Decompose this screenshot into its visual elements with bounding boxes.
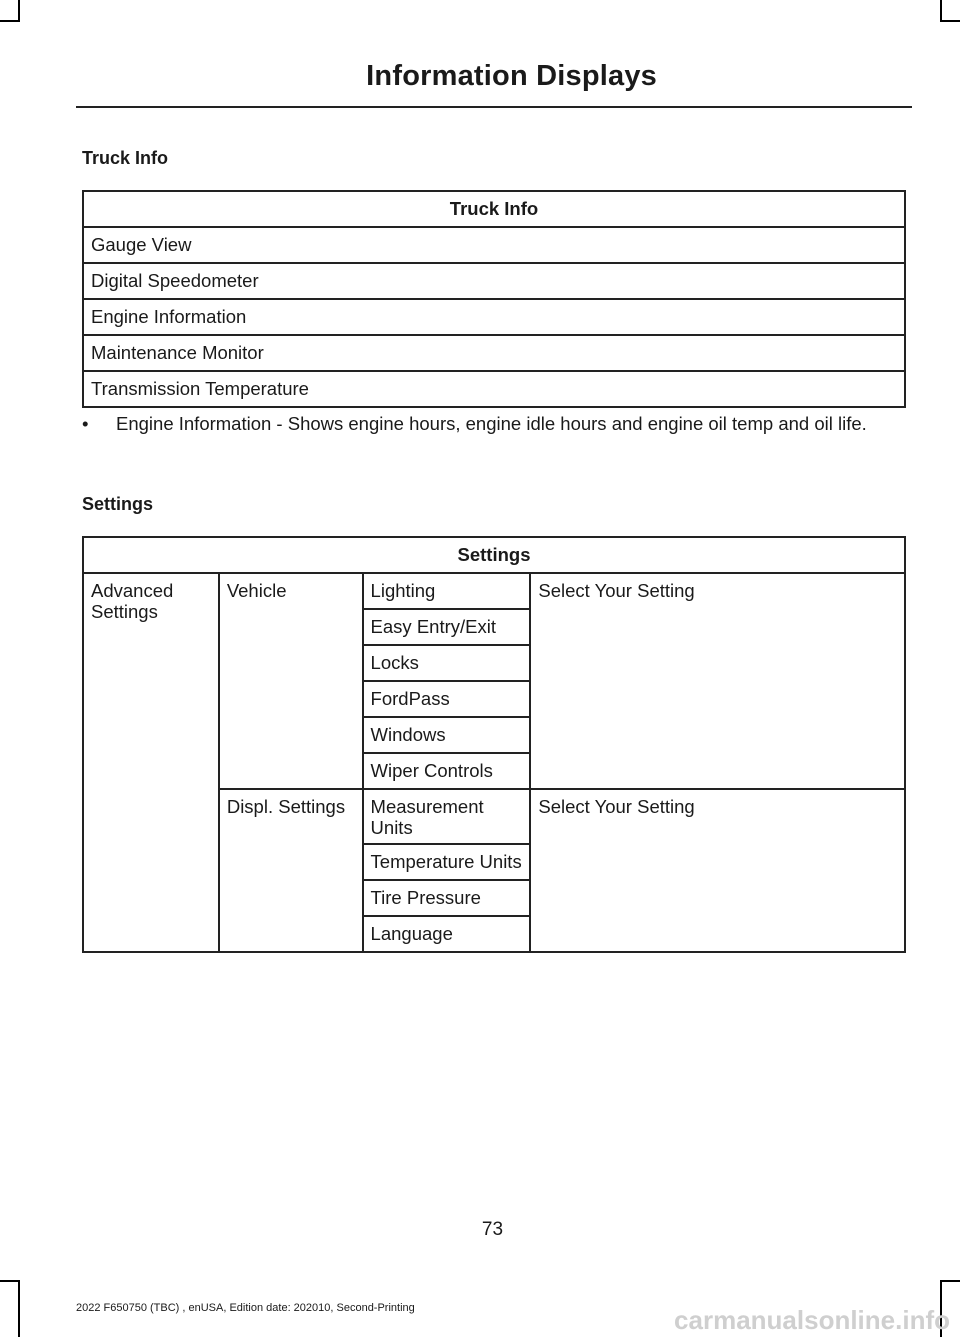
table-header: Truck Info (83, 191, 905, 227)
crop-mark (940, 0, 942, 22)
crop-mark (0, 1280, 20, 1282)
table-cell: Wiper Controls (363, 753, 531, 789)
bullet-mark: • (82, 413, 89, 434)
table-cell: Temperature Units (363, 844, 531, 880)
table-cell: Maintenance Monitor (83, 335, 905, 371)
table-cell: Gauge View (83, 227, 905, 263)
truck-info-heading: Truck Info (82, 148, 169, 168)
table-cell: Vehicle (219, 573, 363, 789)
page-number: 73 (481, 1219, 504, 1240)
table-cell: Measurement Units (363, 789, 531, 844)
table-header: Settings (83, 537, 905, 573)
crop-mark (0, 20, 20, 22)
page-title: Information Displays (366, 60, 657, 92)
truck-info-table (82, 190, 906, 408)
table-cell: Tire Pressure (363, 880, 531, 916)
table-cell: Language (363, 916, 531, 952)
table-cell: Locks (363, 645, 531, 681)
crop-mark (18, 1280, 20, 1337)
table-cell: Select Your Setting (530, 789, 905, 952)
edition-footer: 2022 F650750 (TBC) , enUSA, Edition date: 202010, Second-Printing (76, 1302, 415, 1314)
crop-mark (940, 20, 960, 22)
table-cell: Transmission Temperature (83, 371, 905, 407)
table-cell: Select Your Setting (530, 573, 905, 789)
settings-table (82, 536, 906, 953)
table-cell: Engine Information (83, 299, 905, 335)
table-cell: Digital Speedometer (83, 263, 905, 299)
watermark: carmanualsonline.info (674, 1305, 950, 1335)
table-cell: Windows (363, 717, 531, 753)
table-cell: Easy Entry/Exit (363, 609, 531, 645)
settings-heading: Settings (82, 494, 154, 514)
bullet-text: Engine Information - Shows engine hours, engine idle hours and engine oil temp and oil life. (116, 413, 867, 434)
table-cell: FordPass (363, 681, 531, 717)
header-divider (76, 106, 912, 108)
table-cell: Advanced Settings (83, 573, 219, 952)
table-cell: Displ. Settings (219, 789, 363, 952)
bullet-note (82, 413, 908, 435)
crop-mark (940, 1280, 960, 1282)
crop-mark (18, 0, 20, 22)
table-cell: Lighting (363, 573, 531, 609)
